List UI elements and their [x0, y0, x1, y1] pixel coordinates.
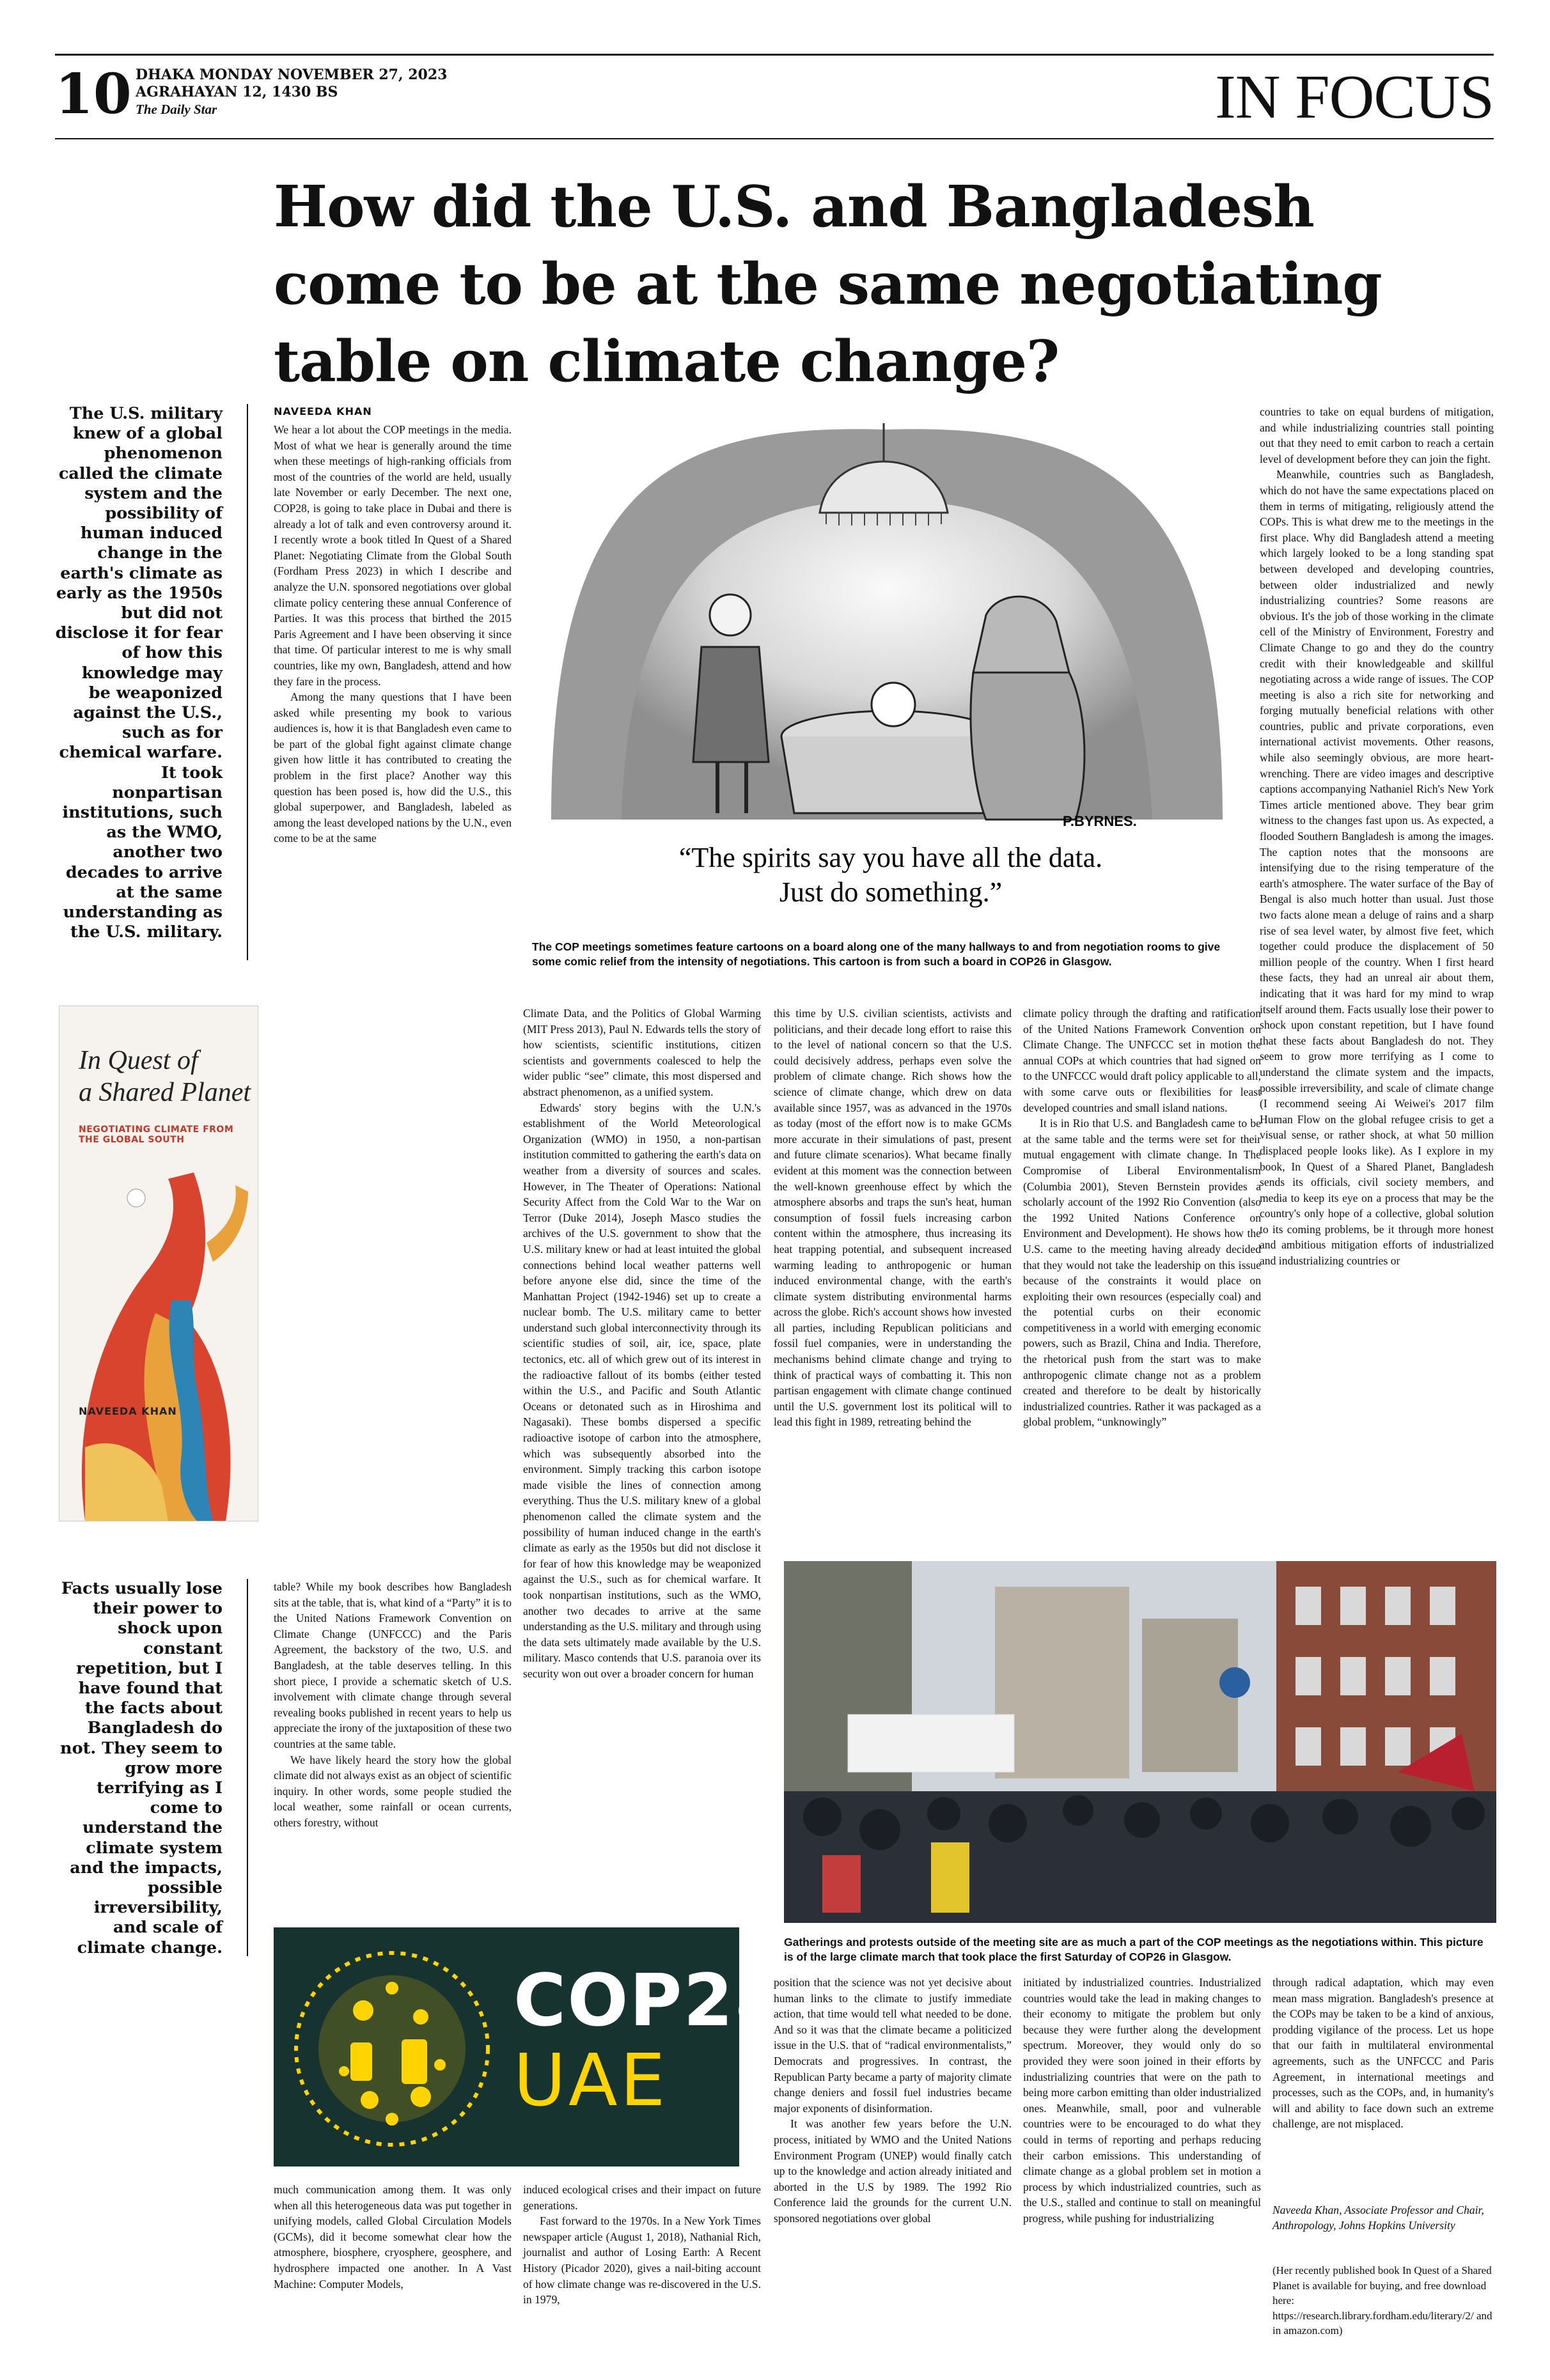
- masthead-rule: [55, 138, 1494, 139]
- page-number: 10: [55, 62, 132, 127]
- bengali-date: AGRAHAYAN 12, 1430 BS: [136, 84, 338, 100]
- book-title-line-2: a Shared Planet: [79, 1078, 251, 1107]
- book-subtitle: NEGOTIATING CLIMATE FROM THE GLOBAL SOUTH: [79, 1124, 234, 1145]
- paragraph: It was another few years before the U.N. process, initiated by WMO and the United Nations Environment Program (UNEP) would finally catch up to the knowledge and action already initiated and aborted in the U.S by 1989. The 1992 Rio Conference laid the grounds for the current U.N. sponsored negotiations over global: [774, 2117, 1012, 2225]
- author-bio: Naveeda Khan, Associate Professor and Chair, Anthropology, Johns Hopkins University: [1272, 2204, 1484, 2232]
- cartoon-caption: The COP meetings sometimes feature cartoons on a board along one of the many hallways to and from negotiation rooms to give some comic relief from the intensity of negotiations. This cartoon is from such a board in COP26 in Glasgow.: [532, 940, 1221, 968]
- paragraph: Climate Data, and the Politics of Global Warming (MIT Press 2013), Paul N. Edwards tells the story of how scientists, scientific institutions, citizen scientists and governments coalesced to help the wider public “see” climate, this most dispersed and abstract phenomenon, as a unified system.: [523, 1007, 761, 1098]
- paragraph: much communication among them. It was only when all this heterogeneous data was put together in unifying models, called Global Circulation Models (GCMs), did it become somewhat clear how the atmosphere, biosphere, cryosphere, geosphere, and hydrosphere impacted one another. In A Vast Machine: Computer Models,: [274, 2183, 512, 2291]
- cartoon-quote-line-1: “The spirits say you have all the data.: [678, 842, 1103, 873]
- protest-photo: [784, 1561, 1496, 1923]
- cartoon-signature: P.BYRNES.: [1063, 813, 1137, 829]
- dateline: [136, 66, 447, 118]
- paragraph: Among the many questions that I have been asked while presenting my book to various audiences is, how it is that Bangladesh even came to be part of the global fight against climate change given how little it has contributed to creating the problem in the first place? Another way this question has been posed is, how did the U.S., this global superpower, and Bangladesh, labeled as among the least developed nations by the U.N., even come to be at the same: [274, 690, 512, 845]
- article-column-5: [1260, 404, 1494, 1587]
- climate-march-photo: [784, 1561, 1496, 1923]
- paragraph: We hear a lot about the COP meetings in the media. Most of what we hear is generally around the time when these meetings of high-ranking officials from most of the countries of the world are held, usually late November or early December. The next one, COP28, is going to take place in Dubai and there is already a lot of talk and even controversy around it. I recently wrote a book titled In Quest of a Shared Planet: Negotiating Climate from the Global South (Fordham Press 2023) in which I describe and analyze the U.N. sponsored negotiations over global climate policy centering these annual Conference of Parties. It was this process that birthed the 2015 Paris Agreement and I have been observing it since that time. Of particular interest to me is why small countries, like my own, Bangladesh, attend and how they fare in the process.: [274, 423, 512, 688]
- cop28-logo: [274, 1927, 786, 2166]
- article-column-4-bottom: [1023, 1975, 1261, 2380]
- article-column-1-top: [274, 422, 512, 984]
- headline-line-1: How did the U.S. and Bangladesh: [274, 173, 1314, 240]
- article-column-4: [1023, 1006, 1261, 1549]
- cop-country: UAE: [513, 2039, 668, 2122]
- date-line: DHAKA MONDAY NOVEMBER 27, 2023: [136, 66, 448, 83]
- book-cover: [59, 1006, 258, 1521]
- pullquote-2: Facts usually lose their power to shock upon constant repetition, but I have found that the facts about Bangladesh do not. They seem to grow more terrifying as I come to understand the climate system and the impacts, possible irreversibility, and scale of climate change.: [60, 1579, 223, 1957]
- top-rule: [55, 54, 1494, 56]
- book-note: (Her recently published book In Quest of a Shared Planet is available for buying, and free download here: https://research.library.fordham.edu/literary/2/ and in amazon.com): [1272, 2264, 1492, 2337]
- article-column-3-bottom: [774, 1975, 1012, 2380]
- paragraph: countries to take on equal burdens of mitigation, and while industrializing countries stall pointing out that they need to emit carbon to reach a certain level of development before they can join the fight.: [1260, 405, 1494, 465]
- paragraph: table? While my book describes how Bangladesh sits at the table, that is, what kind of a “Party” it is to the United Nations Framework Convention on Climate Change (UNFCCC) and the Paris Agreement, the backstory of the two, U.S. and Bangladesh, at the table deserves telling. In this short piece, I provide a schematic sketch of U.S. involvement with climate change through several revealing books published in recent years to help us appreciate the irony of the juxtaposition of these two countries at the same table.: [274, 1580, 512, 1750]
- article-column-3: [774, 1006, 1012, 1549]
- pullquote-rule-2: [247, 1579, 248, 1956]
- book-cover-art: [59, 1153, 258, 1521]
- section-title: IN FOCUS: [1215, 63, 1494, 132]
- paragraph: climate policy through the drafting and ratification of the United Nations Framework Convention on Climate Change. The UNFCCC set in motion the annual COPs at which countries that had signed on to the UNFCCC would draft policy applicable to all, with some carve outs or flexibilities for least developed countries and small island nations.: [1023, 1007, 1261, 1114]
- paragraph: Fast forward to the 1970s. In a New York Times newspaper article (August 1, 2018), Nathanial Rich, journalist and author of Losing Earth: A Recent History (Picador 2020), gives a nail-biting account of how climate change was re-discovered in the U.S. in 1979,: [523, 2214, 761, 2306]
- paragraph: Meanwhile, countries such as Bangladesh, which do not have the same expectations placed on them in terms of mitigating, religiously attend the COPs. This is what drew me to the meetings in the first place. Why did Bangladesh attend a meeting which largely looked to be a long standing spat between developed and developing countries, between older industrialized and newly industrializing countries? Some reasons are obvious. It's the job of those working in the climate cell of the Ministry of Environment, Forestry and Climate Change to go and they do the country credit with their knowledgeable and skillful negotiating across a wide range of issues. The COP meeting is also a rich site for networking and forging mutually beneficial relations with other countries, public and private corporations, even international activist movements. Other reasons, while also seemingly obvious, are more heart-wrenching. There are video images and descriptive captions accompanying Nathaniel Rich's New York Times article mentioned above. They bear grim witness to the changes fast upon us. As expected, a flooded Southern Bangladesh is among the images. The caption notes that the monsoons are intensifying due to the rising temperature of the earth's atmosphere. The water surface of the Bay of Bengal is also much hotter than usual. Just those two facts alone mean a deluge of rains and a sharp rise of sea level water, by almost five feet, which together could produce the displacement of 50 million people of the country. When I first heard these facts, they had an unreal air about them, indicating that it was hard for my mind to wrap itself around them. Facts usually lose their power to shock upon constant repetition, but I have found that these facts about Bangladesh do not. They seem to grow more terrifying as I come to understand the climate system and the impacts, possible irreversibility, and scale of climate change (I recommend seeing Ai Weiwei's 2017 film Human Flow on the global refugee crisis to get a visual sense, or rather shock, at what 50 million displaced people looks like). As I explore in my book, In Quest of a Shared Planet, Bangladesh sends its officials, civil society members, and media to keep its eye on a process that may be the country's only hope of a collective, global solution to its coming problems, be it through more honest and ambitious mitigation efforts of industrialized and industrializing countries or: [1260, 468, 1494, 1268]
- book-author: NAVEEDA KHAN: [79, 1405, 177, 1417]
- article-column-5-bottom: [1272, 1975, 1494, 2198]
- cartoon-image: [526, 404, 1256, 922]
- cop-logo-text: [513, 1959, 786, 2042]
- headline-line-3: table on climate change?: [274, 327, 1060, 394]
- cop-label: COP: [513, 1959, 684, 2042]
- article-column-1-footer: [274, 2182, 512, 2380]
- article-column-2: [523, 1006, 761, 1927]
- book-title-line-1: In Quest of: [79, 1046, 198, 1075]
- cop-number: 28: [683, 1959, 786, 2042]
- protest-caption: Gatherings and protests outside of the meeting site are as much a part of the COP meetings as the negotiations within. This picture is of the large climate march that took place the first Saturday of COP26 in Glasgow.: [784, 1936, 1483, 1963]
- cartoon-quote-line-2: Just do something.”: [779, 876, 1003, 908]
- article-column-1-bottom: [274, 1579, 512, 1934]
- headline-line-2: come to be at the same negotiating: [274, 250, 1382, 317]
- paragraph: this time by U.S. civilian scientists, activists and politicians, and their decade long effort to raise this to the level of national concern so that the U.S. could decisively address, perhaps even solve the problem of climate change. Rich shows how the science of climate change, which drew on data available since 1957, was as advanced in the 1970s as today (most of the effort now is to make GCMs more accurate in their simulations of past, present and future climate scenarios). What became finally evident at this moment was the connection between the well-known greenhouse effect by which the atmosphere absorbs and traps the sun's heat, human consumption of fossil fuels increasing carbon content within the atmosphere, thus increasing its heat trapping potential, and subsequent increased warming leading to anthropogenic or human induced environmental change, with the earth's climate system distributing environmental harms across the globe. Rich's account shows how invested all parties, including Republican politicians and fossil fuel companies, were in understanding the mechanisms behind climate change and trying to think of practical ways of combatting it. This non partisan engagement with climate change continued until the U.S. government lost its political will to lead this fight in 1989, retreating behind the: [774, 1007, 1012, 1429]
- article-column-2-footer: [523, 2182, 761, 2380]
- paragraph: We have likely heard the story how the global climate did not always exist as an object of scientific inquiry. In other words, some people studied the local weather, some rainfall or ocean currents, others forestry, without: [274, 1753, 512, 1829]
- paragraph: initiated by industrialized countries. Industrialized countries would take the lead in making changes to their economy to mitigate the problem but only because they were further along the development spectrum. Moreover, they would only do so provided they were soon joined in their efforts by industrializing countries that were on the path to being more carbon emitting than older industrialized ones. Meanwhile, small, poor and vulnerable countries were to be encouraged to do what they could in terms of reporting and perhaps reducing their carbon emissions. This understanding of climate change as a global problem set in motion a process by which industrialized countries, such as the U.S., stalled and continue to stall on meaningful progress, while pushing for industrializing: [1023, 1976, 1261, 2225]
- pullquote-rule-1: [247, 404, 248, 960]
- fortune-teller-cartoon: [526, 404, 1256, 922]
- paragraph: induced ecological crises and their impact on future generations.: [523, 2183, 761, 2212]
- paragraph: position that the science was not yet decisive about human links to the climate to justify immediate action, that time would tell what needed to be done. And so it was that the climate became a politicized issue in the U.S. that of “radical environmentalists,” Democrats and progressives. In contrast, the Republican Party became a party of majority climate change deniers and fossil fuel industries became major exponents of disinformation.: [774, 1976, 1012, 2115]
- paragraph: Edwards' story begins with the U.N.'s establishment of the World Meteorological Organization (WMO) in 1950, a non-partisan institution committed to gathering the earth's data on weather from a diversity of sources and scales. However, in The Theater of Operations: National Security Affect from the Cold War to the War on Terror (Duke 2014), Joseph Masco studies the archives of the U.S. government to show that the U.S. military knew or had at least intuited the global connections behind local weather patterns well before anyone else did, since the time of the Manhattan Project (1942-1946) set up to create a nuclear bomb. The U.S. military came to better understand such global interconnectivity through its scientific studies of soil, air, ice, space, plate tectonics, etc. all of which grew out of its interest in the radioactive fallout of its bombs (either tested within the U.S., and Pacific and South Atlantic Oceans or detonated such as in Hiroshima and Nagasaki). These bombs dispersed a specific radioactive isotope of carbon into the atmosphere, which was subsequently absorbed into the environment. Simply tracking this carbon isotope made visible the lines of connection among everything. Thus the U.S. military knew of a global phenomenon called the climate system and the possibility of human induced change in the earth's climate as early as the 1950s but did not disclose it for fear of how this knowledge may be weaponized against the U.S., such as for chemical warfare. It took nonpartisan institutions, such as the WMO, another two decades to arrive at the same understanding as the U.S. military and through using the data sets ultimately made available by the U.S. military. Masco contends that U.S. paranoia over its security won out over a broader concern for human: [523, 1101, 761, 1680]
- paper-name-logo: The Daily Star: [136, 102, 217, 117]
- paragraph: It is in Rio that U.S. and Bangladesh came to be at the same table and the terms were set for their mutual engagement with climate change. In The Compromise of Liberal Environmentalism (Columbia 2001), Steven Bernstein provides a scholarly account of the 1992 Rio Convention (also the 1992 United Nations Conference on Environment and Development). He shows how the U.S. came to the meeting having already decided that they would not take the leadership on this issue because of the constraints it would place on exploiting their own resources (especially coal) and the potential curbs on their economic competitiveness in a world with emerging economic powers, such as Brazil, China and India. Therefore, the rhetorical push from the start was to make anthropogenic climate change not as a problem created and therefore to be dealt by historically industrialized countries. Rather it was packaged as a global problem, “unknowingly”: [1023, 1117, 1261, 1429]
- byline: NAVEEDA KHAN: [274, 405, 372, 417]
- pullquote-1: The U.S. military knew of a global phenomenon called the climate system and the possibility of human induced change in the earth's climate as early as the 1950s but did not disclose it for fear of how this knowledge may be weaponized against the U.S., such as for chemical warfare. It took nonpartisan institutions, such as the WMO, another two decades to arrive at the same understanding as the U.S. military.: [55, 404, 223, 942]
- book-title: [79, 1045, 251, 1108]
- paragraph: through radical adaptation, which may even mean mass migration. Bangladesh's presence at the COPs may be taken to be a kind of anxious, prodding vigilance of the process. Let us hope that our faith in multilateral environmental agreements, such as the UNFCCC and Paris Agreement, in international meetings and processes, such as the COPs, and, in humanity's will and ability to face down such an extreme challenge, are not misplaced.: [1272, 1976, 1494, 2131]
- headline: [274, 167, 1382, 400]
